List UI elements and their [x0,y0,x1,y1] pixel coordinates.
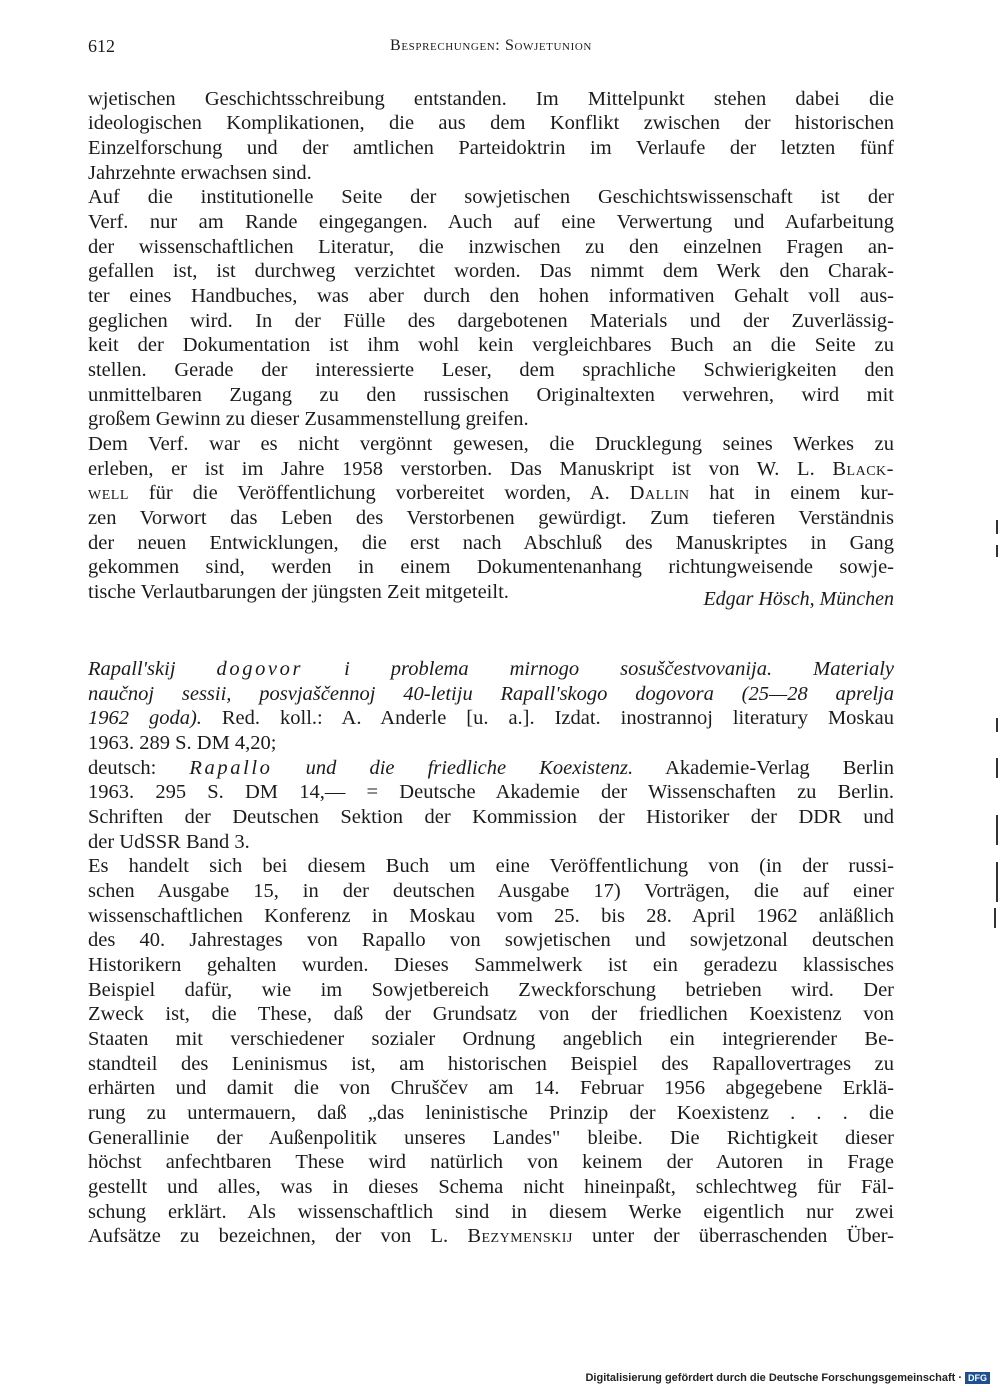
text-line: zen Vorwort das Leben des Verstorbenen gewürdigt. Zum tieferen Verständnis [88,507,894,529]
dfg-logo: DFG [965,1372,990,1384]
scan-mark [994,908,996,928]
title-line: Rapall'skij dogovor i problema mirnogo sosuščestvovanija. Materialy [88,658,894,680]
author-name-bezymenskij: Bezymenskij [467,1225,573,1247]
scan-mark [996,545,998,557]
text-line: Generallinie der Außenpolitik unseres Landes" bleibe. Die Richtigkeit dieser [88,1127,894,1149]
scan-mark [996,862,998,902]
text-line: ter eines Handbuches, was aber durch den hohen informativen Gehalt voll aus- [88,285,894,307]
digitization-footer [585,1372,990,1384]
text-line: standteil des Leninismus ist, am historischen Beispiel des Rapallovertrages zu [88,1053,894,1075]
text-line: Auf die institutionelle Seite der sowjetischen Geschichtswissenschaft ist der [88,186,894,208]
text-line: wissenschaftlichen Konferenz in Moskau vom 25. bis 28. April 1962 anläßlich [88,905,894,927]
text-line: höchst anfechtbaren These wird natürlich von keinem der Autoren in Frage [88,1151,894,1173]
title-line: Schriften der Deutschen Sektion der Kommission der Historiker der DDR und [88,806,894,828]
title-line: 1963. 295 S. DM 14,— = Deutsche Akademie der Wissenschaften zu Berlin. [88,781,894,803]
title-line: naučnoj sessii, posvjaščennoj 40-letiju Rapall'skogo dogovora (25—28 aprelja [88,683,894,705]
title-line: 1962 goda). Red. koll.: A. Anderle [u. a.]. Izdat. inostrannoj literatury Moskau [88,707,894,729]
text-line: schung erklärt. Als wissenschaftlich sind in diesem Werke eigentlich nur zwei [88,1201,894,1223]
reviewer-signature: Edgar Hösch, München [703,588,894,610]
author-name-dallin: Dallin [629,482,690,504]
text-line: gestellt und alles, was in dieses Schema nicht hineinpaßt, schlechtweg für Fäl- [88,1176,894,1198]
text-line: Historikern gehalten wurden. Dieses Sammelwerk ist ein geradezu klassisches [88,954,894,976]
author-name-blackwell: Black- [832,458,894,480]
text-line: Beispiel dafür, wie im Sowjetbereich Zweckforschung betrieben wird. Der [88,979,894,1001]
text-line: gefallen ist, ist durchweg verzichtet worden. Das nimmt dem Werk den Charak- [88,260,894,282]
text-line: wjetischen Geschichtsschreibung entstanden. Im Mittelpunkt stehen dabei die [88,88,894,110]
page-header [88,36,894,58]
scan-mark [996,520,998,534]
text-line: well für die Veröffentlichung vorbereitet worden, A. Dallin hat in einem kur- [88,482,894,504]
text-line: rung zu untermauern, daß „das leninistische Prinzip der Koexistenz . . . die [88,1102,894,1124]
title-line: der UdSSR Band 3. [88,831,250,853]
text-line: Staaten mit verschiedener sozialer Ordnung angeblich ein integrierender Be- [88,1028,894,1050]
text-line: des 40. Jahrestages von Rapallo von sowjetischen und sowjetzonal deutschen [88,929,894,951]
text-line: gekommen sind, werden in einem Dokumentenanhang richtungweisende sowje- [88,556,894,578]
scan-mark [996,718,998,732]
text-line: Verf. nur am Rande eingegangen. Auch auf eine Verwertung und Aufarbeitung [88,211,894,233]
page-number: 612 [88,36,115,56]
text-line: der wissenschaftlichen Literatur, die inzwischen zu den einzelnen Fragen an- [88,236,894,258]
text-line: geglichen wird. In der Fülle des dargebotenen Materials und der Zuverlässig- [88,310,894,332]
title-line: deutsch: Rapallo und die friedliche Koexistenz. Akademie-Verlag Berlin [88,757,894,779]
text-line: erleben, er ist im Jahre 1958 verstorben. Das Manuskript ist von W. L. Black- [88,458,894,480]
footer-text: Digitalisierung gefördert durch die Deutsche Forschungsgemeinschaft · [585,1372,962,1384]
text-line: tische Verlautbarungen der jüngsten Zeit mitgeteilt. [88,581,509,603]
text-line: Aufsätze zu bezeichnen, der von L. Bezymenskij unter der überraschenden Über- [88,1225,894,1247]
text-line: großem Gewinn zu dieser Zusammenstellung greifen. [88,408,529,430]
scan-mark [996,815,998,845]
text-line: Dem Verf. war es nicht vergönnt gewesen, die Drucklegung seines Werkes zu [88,433,894,455]
title-line: 1963. 289 S. DM 4,20; [88,732,277,754]
running-head: Besprechungen: Sowjetunion [390,37,592,54]
text-line: erhärten und damit die von Chruščev am 14. Februar 1956 abgegebene Erklä- [88,1077,894,1099]
text-line: keit der Dokumentation ist ihm wohl kein vergleichbares Buch an die Seite zu [88,334,894,356]
text-line: der neuen Entwicklungen, die erst nach Abschluß des Manuskriptes in Gang [88,532,894,554]
text-line: schen Ausgabe 15, in der deutschen Ausgabe 17) Vorträgen, die auf einer [88,880,894,902]
scan-mark [996,758,998,778]
text-line: ideologischen Komplikationen, die aus dem Konflikt zwischen der historischen [88,112,894,134]
text-line: Es handelt sich bei diesem Buch um eine Veröffentlichung von (in der russi- [88,855,894,877]
text-line: unmittelbaren Zugang zu den russischen Originaltexten verwehren, wird mit [88,384,894,406]
text-line: Jahrzehnte erwachsen sind. [88,162,312,184]
text-line: Zweck ist, die These, daß der Grundsatz von der friedlichen Koexistenz von [88,1003,894,1025]
text-line: Einzelforschung und der amtlichen Parteidoktrin im Verlaufe der letzten fünf [88,137,894,159]
text-line: stellen. Gerade der interessierte Leser, dem sprachliche Schwierigkeiten den [88,359,894,381]
